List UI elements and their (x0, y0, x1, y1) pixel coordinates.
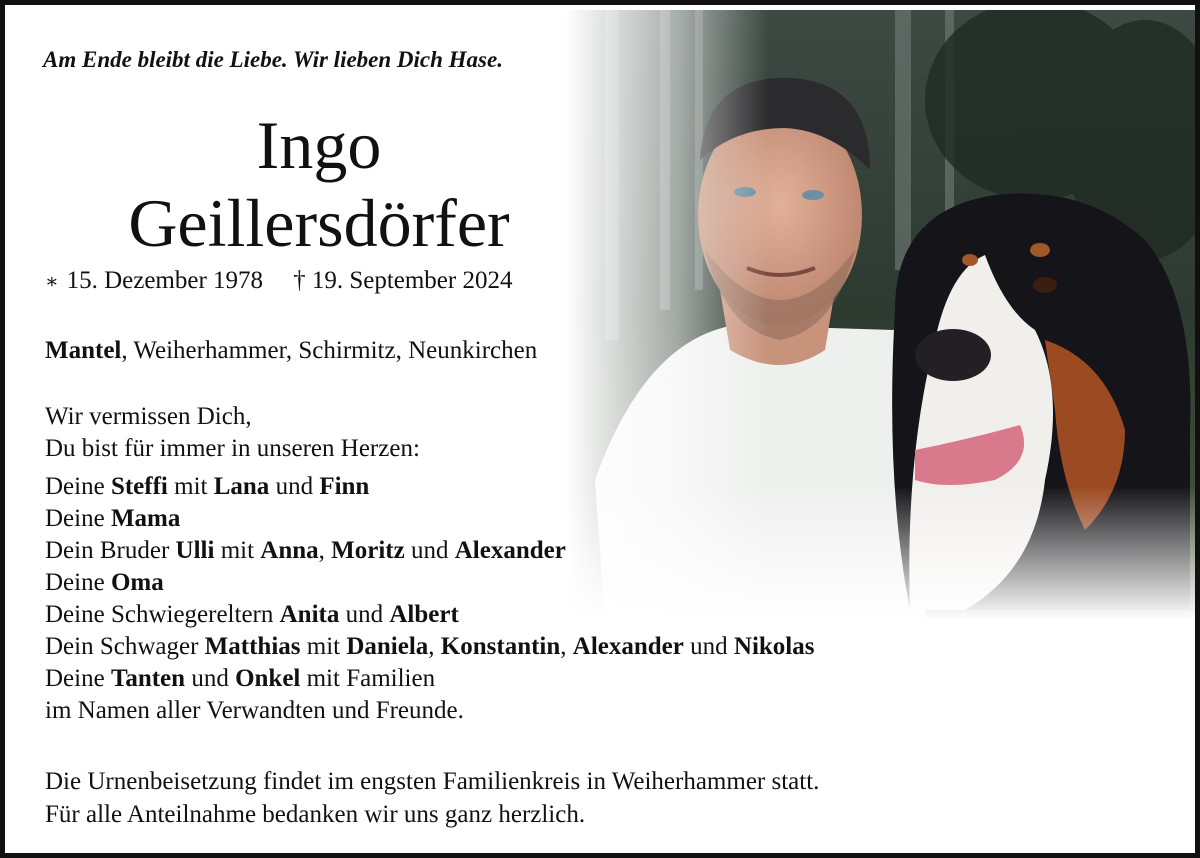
last-name: Geillersdörfer (128, 185, 510, 261)
death-date: 19. September 2024 (311, 267, 513, 294)
mourner-line: Deine Mama (45, 505, 181, 532)
life-dates (45, 267, 512, 295)
first-name: Ingo (256, 107, 382, 183)
mourner-line: Deine Tanten und Onkel mit Familien (45, 665, 436, 692)
closing-line-2: Für alle Anteilnahme bedanken wir uns ganz herzlich. (45, 801, 586, 828)
death-cross-icon: † (293, 267, 306, 294)
intro-line-2: Du bist für immer in unseren Herzen: (45, 435, 420, 462)
intro-line-1: Wir vermissen Dich, (45, 403, 252, 430)
closing-text (45, 765, 819, 831)
mourner-line: Deine Oma (45, 569, 164, 596)
places (45, 337, 537, 365)
birth-star-icon: ∗ (45, 271, 59, 293)
mourners-block (45, 401, 814, 727)
place-main: Mantel (45, 337, 122, 364)
mourner-line: im Namen aller Verwandten und Freunde. (45, 697, 464, 724)
mourner-line: Dein Schwager Matthias mit Daniela, Konstantin, Alexander und Nikolas (45, 633, 815, 660)
motto: Am Ende bleibt die Liebe. Wir lieben Dich Hase. (43, 47, 503, 72)
place-others: , Weiherhammer, Schirmitz, Neunkirchen (121, 337, 538, 364)
mourner-line: Deine Steffi mit Lana und Finn (45, 473, 370, 500)
birth-date: 15. Dezember 1978 (66, 267, 264, 294)
closing-line-1: Die Urnenbeisetzung findet im engsten Familienkreis in Weiherhammer statt. (45, 768, 820, 795)
mourner-line: Dein Bruder Ulli mit Anna, Moritz und Alexander (45, 537, 566, 564)
mourner-line: Deine Schwiegereltern Anita und Albert (45, 601, 459, 628)
